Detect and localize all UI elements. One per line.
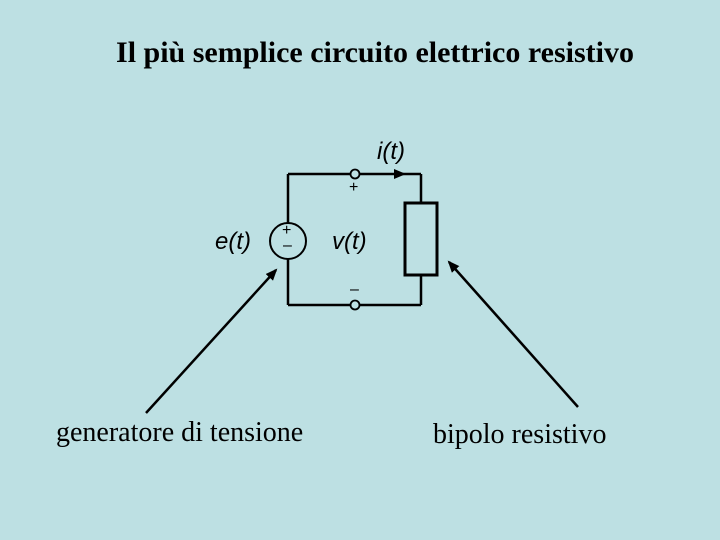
- terminal-bottom: [351, 301, 360, 310]
- generator-caption: generatore di tensione: [56, 417, 304, 448]
- resistor-pointer-arrow: [449, 262, 578, 407]
- generator-pointer-arrow: [146, 270, 276, 413]
- terminal-top: [351, 170, 360, 179]
- terminal-plus-sign: +: [349, 179, 359, 196]
- terminal-minus-sign: –: [350, 281, 359, 298]
- source-minus-sign: –: [283, 237, 292, 254]
- source-plus-sign: +: [282, 222, 292, 239]
- voltage-label: v(t): [332, 228, 367, 255]
- source-voltage-label: e(t): [215, 228, 251, 255]
- current-label: i(t): [377, 138, 405, 165]
- page-title: Il più semplice circuito elettrico resistivo: [116, 36, 634, 69]
- resistor-caption: bipolo resistivo: [433, 419, 607, 450]
- resistor-symbol: [405, 203, 437, 275]
